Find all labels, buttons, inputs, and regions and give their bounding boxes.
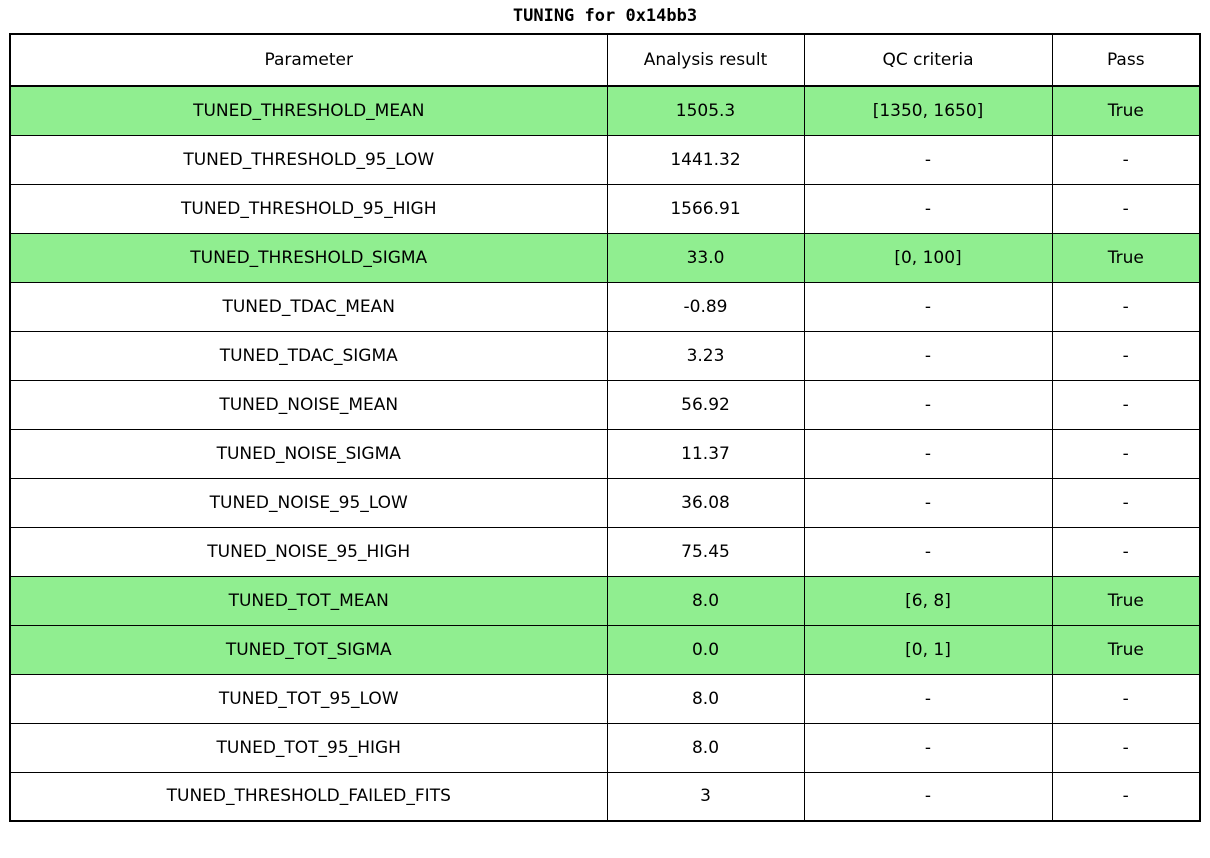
- cell-analysis-result: 0.0: [607, 625, 804, 674]
- cell-qc-criteria: [0, 1]: [804, 625, 1052, 674]
- cell-qc-criteria: -: [804, 674, 1052, 723]
- cell-qc-criteria: [0, 100]: [804, 233, 1052, 282]
- cell-pass: -: [1052, 772, 1200, 821]
- table-row: [10, 184, 1200, 233]
- cell-qc-criteria: -: [804, 527, 1052, 576]
- cell-parameter: TUNED_TOT_95_LOW: [10, 674, 607, 723]
- table-row: [10, 282, 1200, 331]
- cell-parameter: TUNED_TOT_MEAN: [10, 576, 607, 625]
- cell-parameter: TUNED_THRESHOLD_95_LOW: [10, 135, 607, 184]
- cell-parameter: TUNED_TDAC_MEAN: [10, 282, 607, 331]
- cell-pass: True: [1052, 576, 1200, 625]
- cell-pass: -: [1052, 135, 1200, 184]
- cell-pass: -: [1052, 723, 1200, 772]
- cell-analysis-result: 8.0: [607, 576, 804, 625]
- cell-qc-criteria: -: [804, 184, 1052, 233]
- cell-qc-criteria: -: [804, 429, 1052, 478]
- table-row: [10, 380, 1200, 429]
- cell-pass: True: [1052, 233, 1200, 282]
- table-row: [10, 86, 1200, 135]
- table-row: [10, 723, 1200, 772]
- cell-qc-criteria: [6, 8]: [804, 576, 1052, 625]
- table-row: [10, 576, 1200, 625]
- cell-analysis-result: 11.37: [607, 429, 804, 478]
- cell-parameter: TUNED_THRESHOLD_MEAN: [10, 86, 607, 135]
- cell-pass: -: [1052, 527, 1200, 576]
- cell-qc-criteria: -: [804, 723, 1052, 772]
- column-header-analysis-result: Analysis result: [607, 34, 804, 86]
- cell-pass: -: [1052, 380, 1200, 429]
- cell-analysis-result: 75.45: [607, 527, 804, 576]
- table-row: [10, 135, 1200, 184]
- cell-parameter: TUNED_THRESHOLD_SIGMA: [10, 233, 607, 282]
- cell-parameter: TUNED_THRESHOLD_FAILED_FITS: [10, 772, 607, 821]
- cell-parameter: TUNED_TOT_SIGMA: [10, 625, 607, 674]
- cell-analysis-result: 36.08: [607, 478, 804, 527]
- cell-pass: -: [1052, 674, 1200, 723]
- cell-qc-criteria: -: [804, 478, 1052, 527]
- cell-parameter: TUNED_NOISE_95_HIGH: [10, 527, 607, 576]
- cell-qc-criteria: -: [804, 380, 1052, 429]
- table-row: [10, 429, 1200, 478]
- cell-parameter: TUNED_THRESHOLD_95_HIGH: [10, 184, 607, 233]
- cell-parameter: TUNED_TDAC_SIGMA: [10, 331, 607, 380]
- column-header-pass: Pass: [1052, 34, 1200, 86]
- cell-qc-criteria: -: [804, 772, 1052, 821]
- table-body: [10, 86, 1200, 821]
- table-row: [10, 625, 1200, 674]
- table-row: [10, 233, 1200, 282]
- cell-pass: True: [1052, 86, 1200, 135]
- cell-analysis-result: 8.0: [607, 674, 804, 723]
- cell-qc-criteria: -: [804, 331, 1052, 380]
- page-title: TUNING for 0x14bb3: [512, 6, 698, 26]
- cell-pass: -: [1052, 331, 1200, 380]
- cell-pass: -: [1052, 429, 1200, 478]
- cell-pass: -: [1052, 282, 1200, 331]
- cell-analysis-result: 33.0: [607, 233, 804, 282]
- cell-analysis-result: 1441.32: [607, 135, 804, 184]
- table-row: [10, 674, 1200, 723]
- cell-qc-criteria: [1350, 1650]: [804, 86, 1052, 135]
- table-row: [10, 478, 1200, 527]
- cell-pass: True: [1052, 625, 1200, 674]
- qc-results-table: [9, 33, 1201, 822]
- cell-qc-criteria: -: [804, 282, 1052, 331]
- cell-qc-criteria: -: [804, 135, 1052, 184]
- cell-analysis-result: 1566.91: [607, 184, 804, 233]
- cell-pass: -: [1052, 184, 1200, 233]
- table-header-row: [10, 34, 1200, 86]
- cell-pass: -: [1052, 478, 1200, 527]
- cell-parameter: TUNED_NOISE_95_LOW: [10, 478, 607, 527]
- cell-analysis-result: 3.23: [607, 331, 804, 380]
- column-header-parameter: Parameter: [10, 34, 607, 86]
- cell-analysis-result: 3: [607, 772, 804, 821]
- cell-analysis-result: 1505.3: [607, 86, 804, 135]
- cell-parameter: TUNED_TOT_95_HIGH: [10, 723, 607, 772]
- cell-parameter: TUNED_NOISE_SIGMA: [10, 429, 607, 478]
- column-header-qc-criteria: QC criteria: [804, 34, 1052, 86]
- cell-parameter: TUNED_NOISE_MEAN: [10, 380, 607, 429]
- cell-analysis-result: 56.92: [607, 380, 804, 429]
- table-row: [10, 772, 1200, 821]
- cell-analysis-result: -0.89: [607, 282, 804, 331]
- table-row: [10, 331, 1200, 380]
- table-header: [10, 34, 1200, 86]
- table-row: [10, 527, 1200, 576]
- cell-analysis-result: 8.0: [607, 723, 804, 772]
